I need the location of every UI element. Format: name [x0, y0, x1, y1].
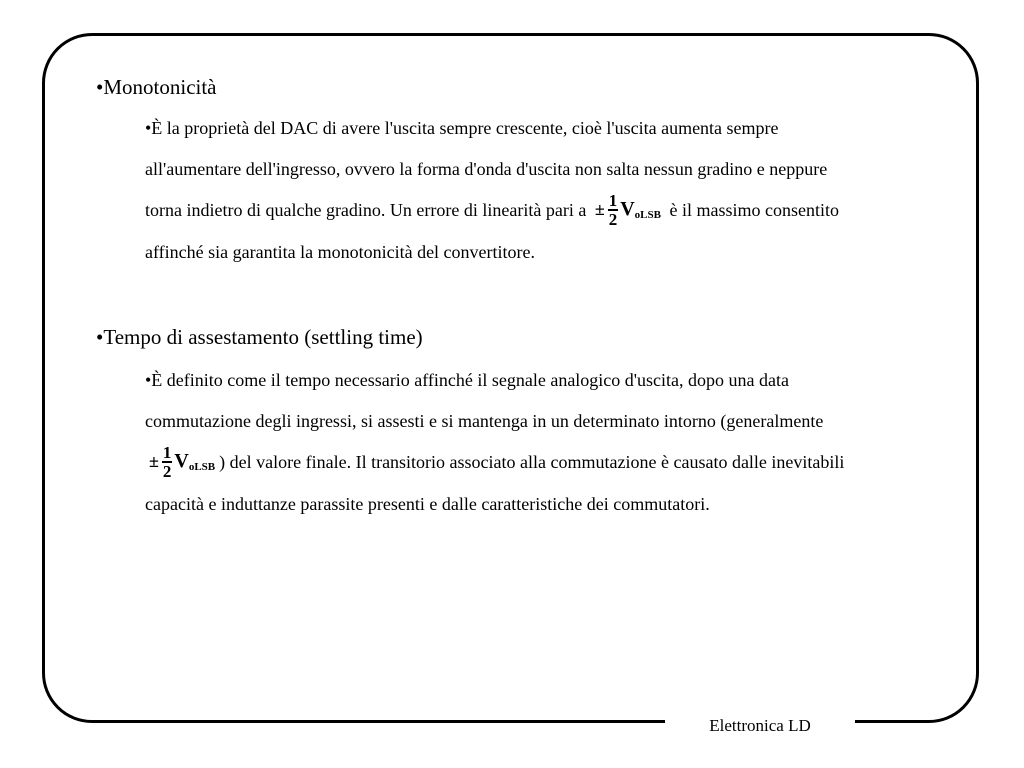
footer-label: Elettronica LD [709, 716, 811, 735]
formula-symbol-2: V [174, 450, 189, 473]
heading-settling-time: •Tempo di assestamento (settling time) [96, 325, 423, 349]
heading-monotonicity: •Monotonicità [96, 75, 217, 99]
formula-fraction-2 [162, 444, 173, 480]
paragraph-monotonicity [145, 108, 865, 273]
paragraph-settling-text-1: •È definito come il tempo necessario affinché il segnale analogico d'uscita, dopo una data commutazione degli ingressi, si assesti e si mantenga in un determinato intorno (generalmente [145, 370, 824, 431]
formula-half-lsb-2 [149, 441, 215, 482]
formula-sign: ± [594, 199, 605, 220]
paragraph-settling-text-2: ) del valore finale. Il transitorio associato alla commutazione è causato dalle inevitabili capacità e induttanze parassite presenti e dalle caratteristiche dei commutatori. [145, 452, 845, 515]
paragraph-settling-time [145, 360, 865, 525]
formula-numerator: 1 [608, 190, 618, 210]
formula-symbol: V [620, 198, 635, 221]
paragraph-monotonicity-text-2: è il massimo consentito affinché sia garantita la monotonicità del convertitore. [145, 200, 839, 263]
formula-numerator-2: 1 [162, 442, 172, 462]
formula-subscript: oLSB [634, 209, 661, 222]
formula-subscript-2: oLSB [188, 461, 216, 474]
formula-denominator-2: 2 [162, 461, 172, 481]
formula-sign-2: ± [149, 451, 159, 472]
paragraph-monotonicity-text-1: •È la proprietà del DAC di avere l'uscita sempre crescente, cioè l'uscita aumenta sempre all'aumentare dell'ingresso, ovvero la forma d'onda d'uscita non salta nessun gradino e neppure torna indietro di qualche gradino. Un errore di linearità pari a [145, 118, 828, 220]
formula-fraction [608, 192, 619, 228]
formula-denominator: 2 [608, 209, 618, 229]
formula-half-lsb [595, 189, 661, 230]
